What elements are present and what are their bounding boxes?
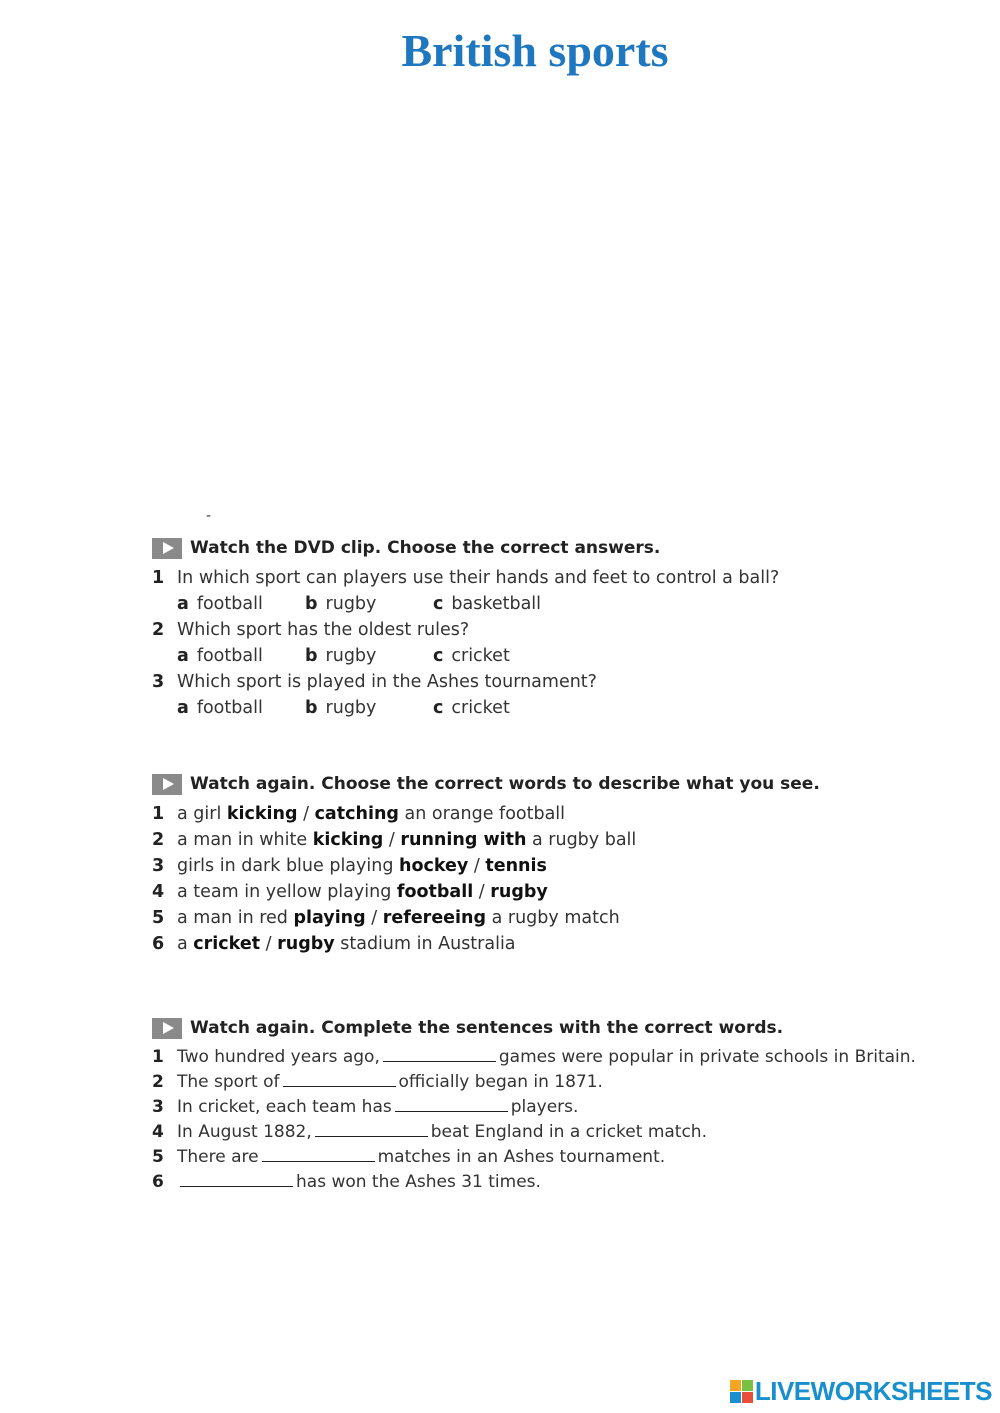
word-choice-option[interactable]: playing <box>293 908 366 928</box>
item-number: 5 <box>152 1147 164 1167</box>
question-row <box>152 669 779 695</box>
item-number: 1 <box>152 1047 164 1067</box>
question-text: In which sport can players use their hands and feet to control a ball? <box>177 568 780 588</box>
blank-input[interactable] <box>315 1121 428 1137</box>
exercise-1 <box>152 535 779 721</box>
word-choice-option[interactable]: hockey <box>399 856 469 876</box>
exercise-2-heading <box>152 771 820 797</box>
question-text: Which sport is played in the Ashes tournament? <box>177 672 597 692</box>
dash-mark: - <box>206 508 212 524</box>
slash-separator: / <box>468 856 486 876</box>
option-text: cricket <box>451 646 510 666</box>
exercise-3-heading <box>152 1015 916 1041</box>
sentence-row <box>152 1045 916 1070</box>
answer-options <box>152 591 779 617</box>
option-text: football <box>196 646 263 666</box>
word-choice-option[interactable]: rugby <box>490 882 548 902</box>
sentence-row <box>152 1095 916 1120</box>
option-letter: a <box>177 646 189 666</box>
logo-square <box>730 1380 741 1391</box>
exercise-1-questions <box>152 565 779 721</box>
sentence-start: Two hundred years ago, <box>177 1047 380 1067</box>
option-letter: b <box>305 698 318 718</box>
sentence-row <box>152 1120 916 1145</box>
blank-input[interactable] <box>283 1071 396 1087</box>
answer-option[interactable] <box>305 591 433 617</box>
blank-input[interactable] <box>383 1046 496 1062</box>
slash-separator: / <box>473 882 491 902</box>
logo-square <box>730 1392 741 1403</box>
slash-separator: / <box>297 804 315 824</box>
item-number: 1 <box>152 804 165 824</box>
item-text: a team in yellow playing <box>177 882 397 902</box>
option-letter: b <box>305 646 318 666</box>
word-choice-option[interactable]: football <box>396 882 474 902</box>
option-text: football <box>196 594 263 614</box>
item-number: 3 <box>152 856 165 876</box>
sentence-end: has won the Ashes 31 times. <box>296 1172 541 1192</box>
sentence-end: players. <box>510 1097 579 1117</box>
option-text: cricket <box>451 698 510 718</box>
answer-option[interactable] <box>433 643 561 669</box>
answer-option[interactable] <box>305 643 433 669</box>
exercise-1-instruction: Watch the DVD clip. Choose the correct answers. <box>190 538 661 558</box>
slash-separator: / <box>260 934 278 954</box>
exercise-2-items <box>152 801 820 957</box>
question-row <box>152 565 779 591</box>
logo-square <box>742 1392 753 1403</box>
item-text: a <box>177 934 194 954</box>
play-icon <box>152 1018 182 1039</box>
word-choice-option[interactable]: kicking <box>226 804 298 824</box>
word-choice-option[interactable]: refereeing <box>382 908 487 928</box>
item-number: 4 <box>152 1122 164 1142</box>
answer-option[interactable] <box>177 643 305 669</box>
option-text: football <box>196 698 263 718</box>
answer-option[interactable] <box>177 695 305 721</box>
liveworksheets-logo[interactable] <box>730 1376 992 1407</box>
item-text: girls in dark blue playing <box>177 856 400 876</box>
item-number: 4 <box>152 882 165 902</box>
sentence-start: There are <box>177 1147 259 1167</box>
blank-input[interactable] <box>395 1096 508 1112</box>
blank-input[interactable] <box>180 1171 293 1187</box>
option-text: rugby <box>325 594 377 614</box>
logo-square <box>742 1380 753 1391</box>
item-number: 6 <box>152 934 165 954</box>
sentence-start: The sport of <box>177 1072 280 1092</box>
answer-option[interactable] <box>177 591 305 617</box>
option-letter: a <box>177 594 189 614</box>
sentence-end: matches in an Ashes tournament. <box>377 1147 666 1167</box>
slash-separator: / <box>383 830 401 850</box>
answer-options <box>152 643 779 669</box>
word-choice-option[interactable]: kicking <box>312 830 384 850</box>
sentence-end: beat England in a cricket match. <box>430 1122 707 1142</box>
item-number: 2 <box>152 830 165 850</box>
item-text: a rugby ball <box>526 830 637 850</box>
logo-icon <box>730 1380 753 1403</box>
option-letter: c <box>433 594 444 614</box>
page-title: British sports <box>401 25 669 76</box>
exercise-3-instruction: Watch again. Complete the sentences with the correct words. <box>190 1018 784 1038</box>
choice-row <box>152 801 820 827</box>
item-text: a man in white <box>177 830 313 850</box>
answer-option[interactable] <box>433 591 561 617</box>
option-text: rugby <box>325 698 377 718</box>
answer-option[interactable] <box>305 695 433 721</box>
item-text: a girl <box>177 804 227 824</box>
item-number: 6 <box>152 1172 164 1192</box>
sentence-row <box>152 1070 916 1095</box>
item-text: a rugby match <box>486 908 620 928</box>
option-letter: b <box>305 594 318 614</box>
play-icon <box>152 538 182 559</box>
item-text: an orange football <box>398 804 566 824</box>
option-letter: c <box>433 698 444 718</box>
logo-text: LIVEWORKSHEETS <box>754 1376 992 1406</box>
word-choice-option[interactable]: cricket <box>193 934 261 954</box>
play-icon <box>152 774 182 795</box>
option-text: basketball <box>451 594 542 614</box>
exercise-3 <box>152 1015 916 1195</box>
choice-row <box>152 931 820 957</box>
sentence-start: In August 1882, <box>177 1122 312 1142</box>
choice-row <box>152 879 820 905</box>
question-number: 1 <box>152 568 165 588</box>
item-number: 2 <box>152 1072 164 1092</box>
sentence-start: In cricket, each team has <box>177 1097 392 1117</box>
sentence-end: games were popular in private schools in Britain. <box>498 1047 916 1067</box>
word-choice-option[interactable]: tennis <box>485 856 547 876</box>
exercise-3-items <box>152 1045 916 1195</box>
slash-separator: / <box>365 908 383 928</box>
sentence-end: officially began in 1871. <box>398 1072 603 1092</box>
exercise-2-instruction: Watch again. Choose the correct words to describe what you see. <box>190 774 820 794</box>
question-row <box>152 617 779 643</box>
option-text: rugby <box>325 646 377 666</box>
item-number: 5 <box>152 908 165 928</box>
option-letter: a <box>177 698 189 718</box>
word-choice-option[interactable]: running with <box>400 830 527 850</box>
choice-row <box>152 905 820 931</box>
word-choice-option[interactable]: catching <box>314 804 399 824</box>
answer-option[interactable] <box>433 695 561 721</box>
choice-row <box>152 853 820 879</box>
choice-row <box>152 827 820 853</box>
exercise-1-heading <box>152 535 779 561</box>
sentence-row <box>152 1170 916 1195</box>
exercise-2 <box>152 771 820 957</box>
question-text: Which sport has the oldest rules? <box>177 620 470 640</box>
option-letter: c <box>433 646 444 666</box>
item-number: 3 <box>152 1097 164 1117</box>
question-number: 3 <box>152 672 165 692</box>
sentence-row <box>152 1145 916 1170</box>
item-text: a man in red <box>177 908 294 928</box>
answer-options <box>152 695 779 721</box>
blank-input[interactable] <box>262 1146 375 1162</box>
word-choice-option[interactable]: rugby <box>277 934 335 954</box>
item-text: stadium in Australia <box>334 934 516 954</box>
question-number: 2 <box>152 620 165 640</box>
